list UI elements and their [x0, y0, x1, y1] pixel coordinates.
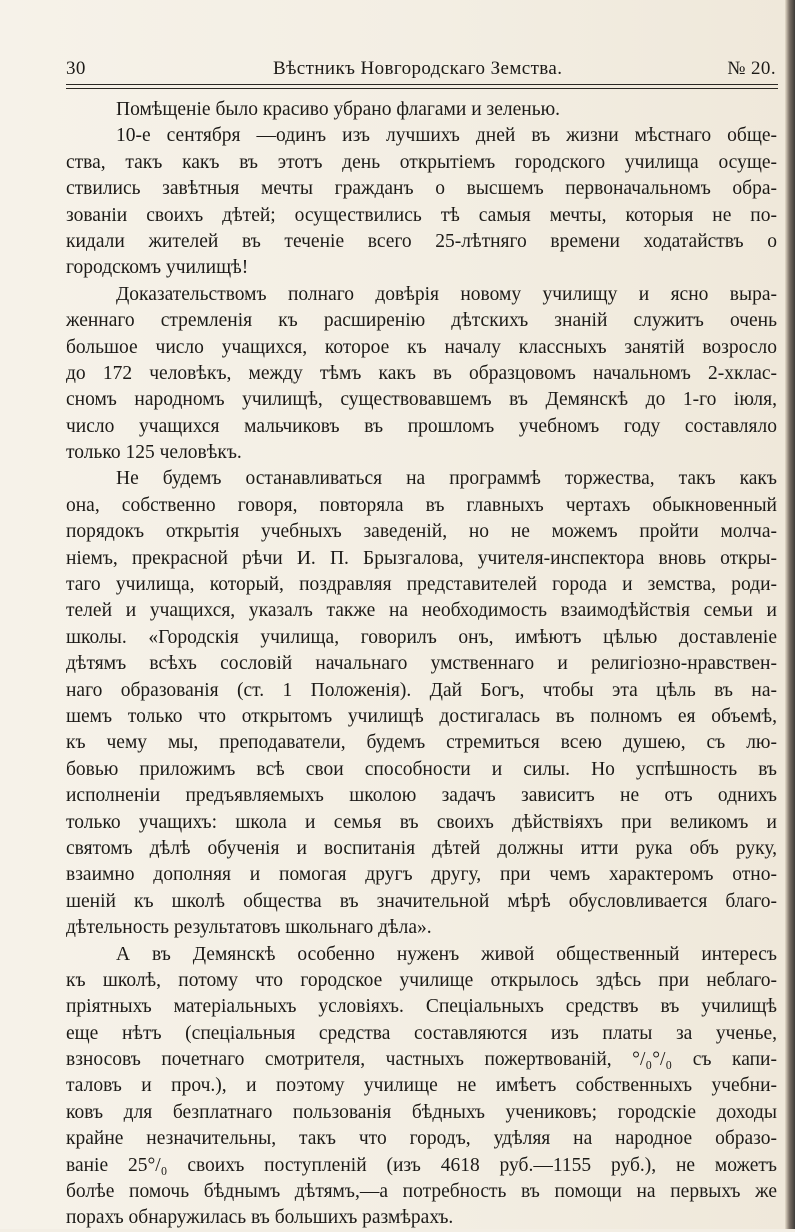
text-line: 10-е сентября —одинъ изъ лучшихъ дней въ жизни мѣстнаго обще-: [116, 125, 777, 147]
journal-title: Вѣстникъ Новгородскаго Земства.: [273, 58, 563, 79]
text-line: школы. «Городскія училища, говорилъ онъ, имѣютъ цѣлью доставленіе: [66, 626, 777, 648]
text-line: къ школѣ, потому что городское училище открылось здѣсь при неблаго-: [66, 969, 777, 991]
text-line: Доказательствомъ полнаго довѣрія новому училищу и ясно выра-: [116, 283, 777, 305]
text-line: до 172 человѣкъ, между тѣмъ какъ въ образцовомъ начальномъ 2-хклас-: [66, 362, 777, 384]
text-line: ніемъ, прекрасной рѣчи И. П. Брызгалова, учителя-инспектора вновь откры-: [66, 547, 777, 569]
text-line: зованіи своихъ дѣтей; осуществились тѣ самыя мечты, которыя не по-: [66, 204, 777, 226]
header-rule-top: [66, 84, 778, 85]
text-line: она, собственно говоря, повторяла въ главныхъ чертахъ обыкновенный: [66, 494, 777, 516]
text-line: шемъ только что открытомъ училищѣ достигалась въ полномъ ея объемѣ,: [66, 705, 777, 727]
text-line: бовью приложимъ всѣ свои способности и силы. Но успѣшность въ: [66, 758, 777, 780]
text-line: порядокъ открытія учебныхъ заведеній, но не можемъ пройти молча-: [66, 521, 777, 543]
page-number: 30: [66, 58, 86, 79]
text-line: еще нѣтъ (спеціальныя средства составляются изъ платы за ученье,: [66, 1022, 777, 1044]
header-rule-bottom: [66, 88, 778, 89]
text-line: дѣтямъ всѣхъ сословій начальнаго умственнаго и религіозно-нравствен-: [66, 653, 777, 675]
text-line: дѣтельность результатовъ школьнаго дѣла».: [66, 917, 432, 939]
text-line: ства, такъ какъ въ этотъ день открытіемъ городского училища осуще-: [66, 151, 777, 173]
text-line: святомъ дѣлѣ обученія и воспитанія дѣтей должны итти рука объ руку,: [66, 837, 777, 859]
text-line: число учащихся мальчиковъ въ прошломъ учебномъ году составляло: [66, 415, 777, 437]
text-line: таго училища, который, поздравляя представителей города и земства, роди-: [66, 574, 777, 596]
text-line: женнаго стремленія къ расширенію дѣтскихъ знаній служитъ очень: [66, 310, 777, 332]
body-text: [66, 97, 777, 1232]
text-line: исполненіи предъявляемыхъ школою задачъ зависитъ не отъ однихъ: [66, 785, 777, 807]
text-line: городскомъ училищѣ!: [66, 257, 249, 279]
text-line: наго образованія (ст. 1 Положенія). Дай Богъ, чтобы эта цѣль въ на-: [66, 679, 777, 701]
text-line: ваніе 25°/₀ своихъ поступленій (изъ 4618 руб.—1155 руб.), не можетъ: [66, 1154, 777, 1176]
text-line: взаимно дополняя и помогая другъ другу, при чемъ характеромъ отно-: [66, 864, 777, 886]
text-line: пріятныхъ матеріальныхъ условіяхъ. Спеціальныхъ средствъ въ училищѣ: [66, 996, 777, 1018]
text-line: Не будемъ останавливаться на программѣ торжества, такъ какъ: [116, 468, 777, 490]
text-line: только 125 человѣкъ.: [66, 442, 242, 464]
text-line: ковъ для безплатнаго пользованія бѣдныхъ учениковъ; городскіе доходы: [66, 1101, 777, 1123]
text-line: шеній къ школѣ общества въ значительной мѣрѣ обусловливается благо-: [66, 890, 777, 912]
text-line: сномъ народномъ училищѣ, существовавшемъ въ Демянскѣ до 1-го іюля,: [66, 389, 777, 411]
book-spine-edge: [785, 0, 795, 1229]
text-line: взносовъ почетнаго смотрителя, частныхъ пожертвованій, °/₀°/₀ съ капи-: [66, 1049, 777, 1071]
text-line: къ чему мы, преподаватели, будемъ стремиться всею душею, съ лю-: [66, 732, 777, 754]
text-line: Помѣщеніе было красиво убрано флагами и зеленью.: [116, 99, 561, 120]
text-line: кидали жителей въ теченіе всего 25-лѣтняго времени ходатайствъ о: [66, 230, 777, 252]
text-line: большое число учащихся, которое къ началу классныхъ занятій возросло: [66, 336, 777, 358]
text-line: телей и учащихся, указалъ также на необходимость взаимодѣйствія семьи и: [66, 600, 777, 622]
text-line: крайне незначительны, такъ что городъ, удѣляя на народное образо-: [66, 1128, 777, 1150]
text-line: ствились завѣтныя мечты гражданъ о высшемъ первоначальномъ обра-: [66, 178, 777, 200]
text-line: А въ Демянскѣ особенно нуженъ живой общественный интересъ: [116, 943, 777, 965]
text-line: порахъ обнаружилась въ большихъ размѣрахъ.: [66, 1207, 454, 1229]
text-line: только учащихъ: школа и семья въ своихъ дѣйствіяхъ при великомъ и: [66, 811, 777, 833]
issue-number: № 20.: [727, 58, 776, 79]
running-header: [66, 58, 776, 84]
text-line: таловъ и проч.), и поэтому училище не имѣетъ собственныхъ учебни-: [66, 1075, 777, 1097]
text-line: болѣе помочь бѣднымъ дѣтямъ,—а потребность въ помощи на первыхъ же: [66, 1181, 777, 1203]
